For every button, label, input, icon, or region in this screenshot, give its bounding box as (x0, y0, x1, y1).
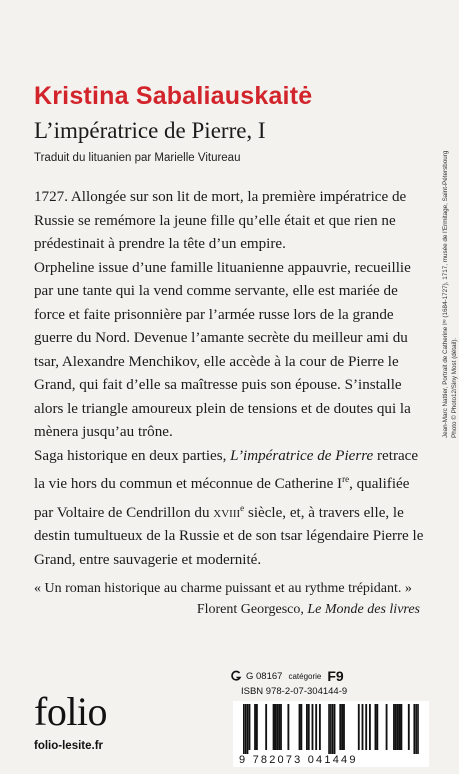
quote-text: « Un roman historique au charme puissant et au rythme trépidant. » (34, 581, 412, 596)
barcode-bar (413, 704, 415, 754)
blurb-p3-part-d: siècle, et, à travers elle, le destin tumultueux de la Russie et de son tsar légendaire Pierre le Grand, entre sauvagerie et modernité. (34, 504, 424, 568)
product-code: G 08167 (246, 670, 283, 682)
blurb-p3-part-b: retrace la vie hors du commun et méconnue de Catherine I (34, 447, 419, 493)
price-category: F9 (327, 668, 344, 684)
product-codes (230, 669, 344, 683)
barcode-bar (308, 704, 310, 750)
image-credit (442, 103, 459, 438)
barcode-bar (395, 704, 397, 750)
barcode-bar (362, 704, 364, 750)
barcode-bar (287, 704, 289, 750)
blurb-p3-sup-e: e (240, 502, 245, 513)
barcode-bar (328, 704, 330, 754)
barcode-bar (312, 704, 314, 750)
barcode-bar (319, 704, 321, 750)
barcode-bars (243, 704, 419, 754)
press-quote (34, 578, 426, 620)
gallimard-g-icon (230, 670, 242, 682)
publisher-website[interactable]: folio-lesite.fr (34, 740, 104, 752)
quote-attribution-name: Florent Georgesco, (196, 602, 308, 617)
barcode-bar (408, 704, 410, 750)
barcode-bar (334, 704, 336, 754)
barcode-bar (265, 704, 267, 750)
barcode-bar (393, 704, 395, 750)
quote-attribution (34, 599, 426, 620)
blurb-p3-century: xviii (213, 504, 241, 521)
back-cover-blurb (34, 186, 426, 572)
blurb-p3-sup-re: re (342, 474, 350, 484)
barcode-bar (386, 704, 388, 750)
barcode-bar (247, 704, 249, 754)
barcode-bar (273, 704, 275, 750)
barcode-bar (243, 704, 245, 754)
barcode-bar (375, 704, 377, 750)
barcode (233, 701, 429, 767)
blurb-paragraph-2: Orpheline issue d’une famille lituanienne appauvrie, recueillie par une tante qui la vend comme servante, elle est mariée de force et faite prisonnière par l’armée russe lors de la grande guerre du Nord. Devenue l’amante secrète du meilleur ami du tsar, Alexandre Menchikov, elle accède à la cour de Pierre le Grand, qui fait d’elle sa maîtresse puis son épouse. S’installe alors le triangle amoureux plein de tensions et de doutes qui la mènera jusqu’au trône. (34, 259, 411, 440)
publisher-logo: folio (34, 689, 108, 734)
barcode-bar (254, 704, 256, 750)
blurb-p3-part-a: Saga historique en deux parties, (34, 447, 231, 464)
barcode-bar (369, 704, 371, 750)
barcode-bar (399, 704, 401, 750)
barcode-bar (417, 704, 419, 754)
barcode-bar (397, 704, 399, 750)
author-name: Kristina Sabaliauskaitė (34, 82, 313, 110)
barcode-bar (280, 704, 282, 750)
barcode-bar (400, 704, 402, 750)
quote-attribution-source: Le Monde des livres (307, 602, 420, 617)
barcode-digits: 9 782073 041449 (239, 754, 358, 766)
barcode-bar (274, 704, 276, 750)
barcode-bar (256, 704, 258, 750)
barcode-bar (415, 704, 417, 754)
barcode-bar (245, 704, 247, 754)
blurb-paragraph-3 (34, 445, 426, 573)
barcode-bar (358, 704, 360, 750)
blurb-paragraph-1: 1727. Allongée sur son lit de mort, la première impératrice de Russie se remémore la jeune fille qu’elle était et que rien ne prédestinait à prendre la tête d’un empire. (34, 189, 407, 252)
barcode-bar (276, 704, 278, 750)
barcode-bar (332, 704, 334, 754)
barcode-bar (330, 704, 332, 754)
isbn: ISBN 978-2-07-304144-9 (241, 686, 348, 697)
image-credit-line-2: Photo © Photo12/Siny Most (détail). (450, 337, 458, 438)
barcode-bar (300, 704, 302, 750)
barcode-bar (306, 704, 308, 750)
barcode-bar (299, 704, 301, 750)
blurb-p3-title: L’impératrice de Pierre (230, 447, 374, 464)
translator-credit: Traduit du lituanien par Marielle Vitureau (34, 152, 241, 164)
barcode-bar (339, 704, 341, 750)
blurb-p3-part-c: , qualifiée par Voltaire de Cendrillon du (34, 476, 410, 521)
barcode-bar (278, 704, 280, 750)
image-credit-line-1: Jean-Marc Nattier, Portrait de Catherine Iʳᵉ (1684-1727), 1717, musée de l’Ermitage, Saint-Pétersbourg (442, 150, 449, 438)
barcode-bar (365, 704, 367, 750)
barcode-bar (376, 704, 378, 750)
barcode-bar (315, 704, 317, 750)
book-title: L’impératrice de Pierre, I (34, 118, 266, 143)
barcode-bar (341, 704, 343, 750)
category-label: catégorie (288, 671, 322, 681)
barcode-bar (249, 704, 251, 750)
barcode-bar (343, 704, 345, 750)
